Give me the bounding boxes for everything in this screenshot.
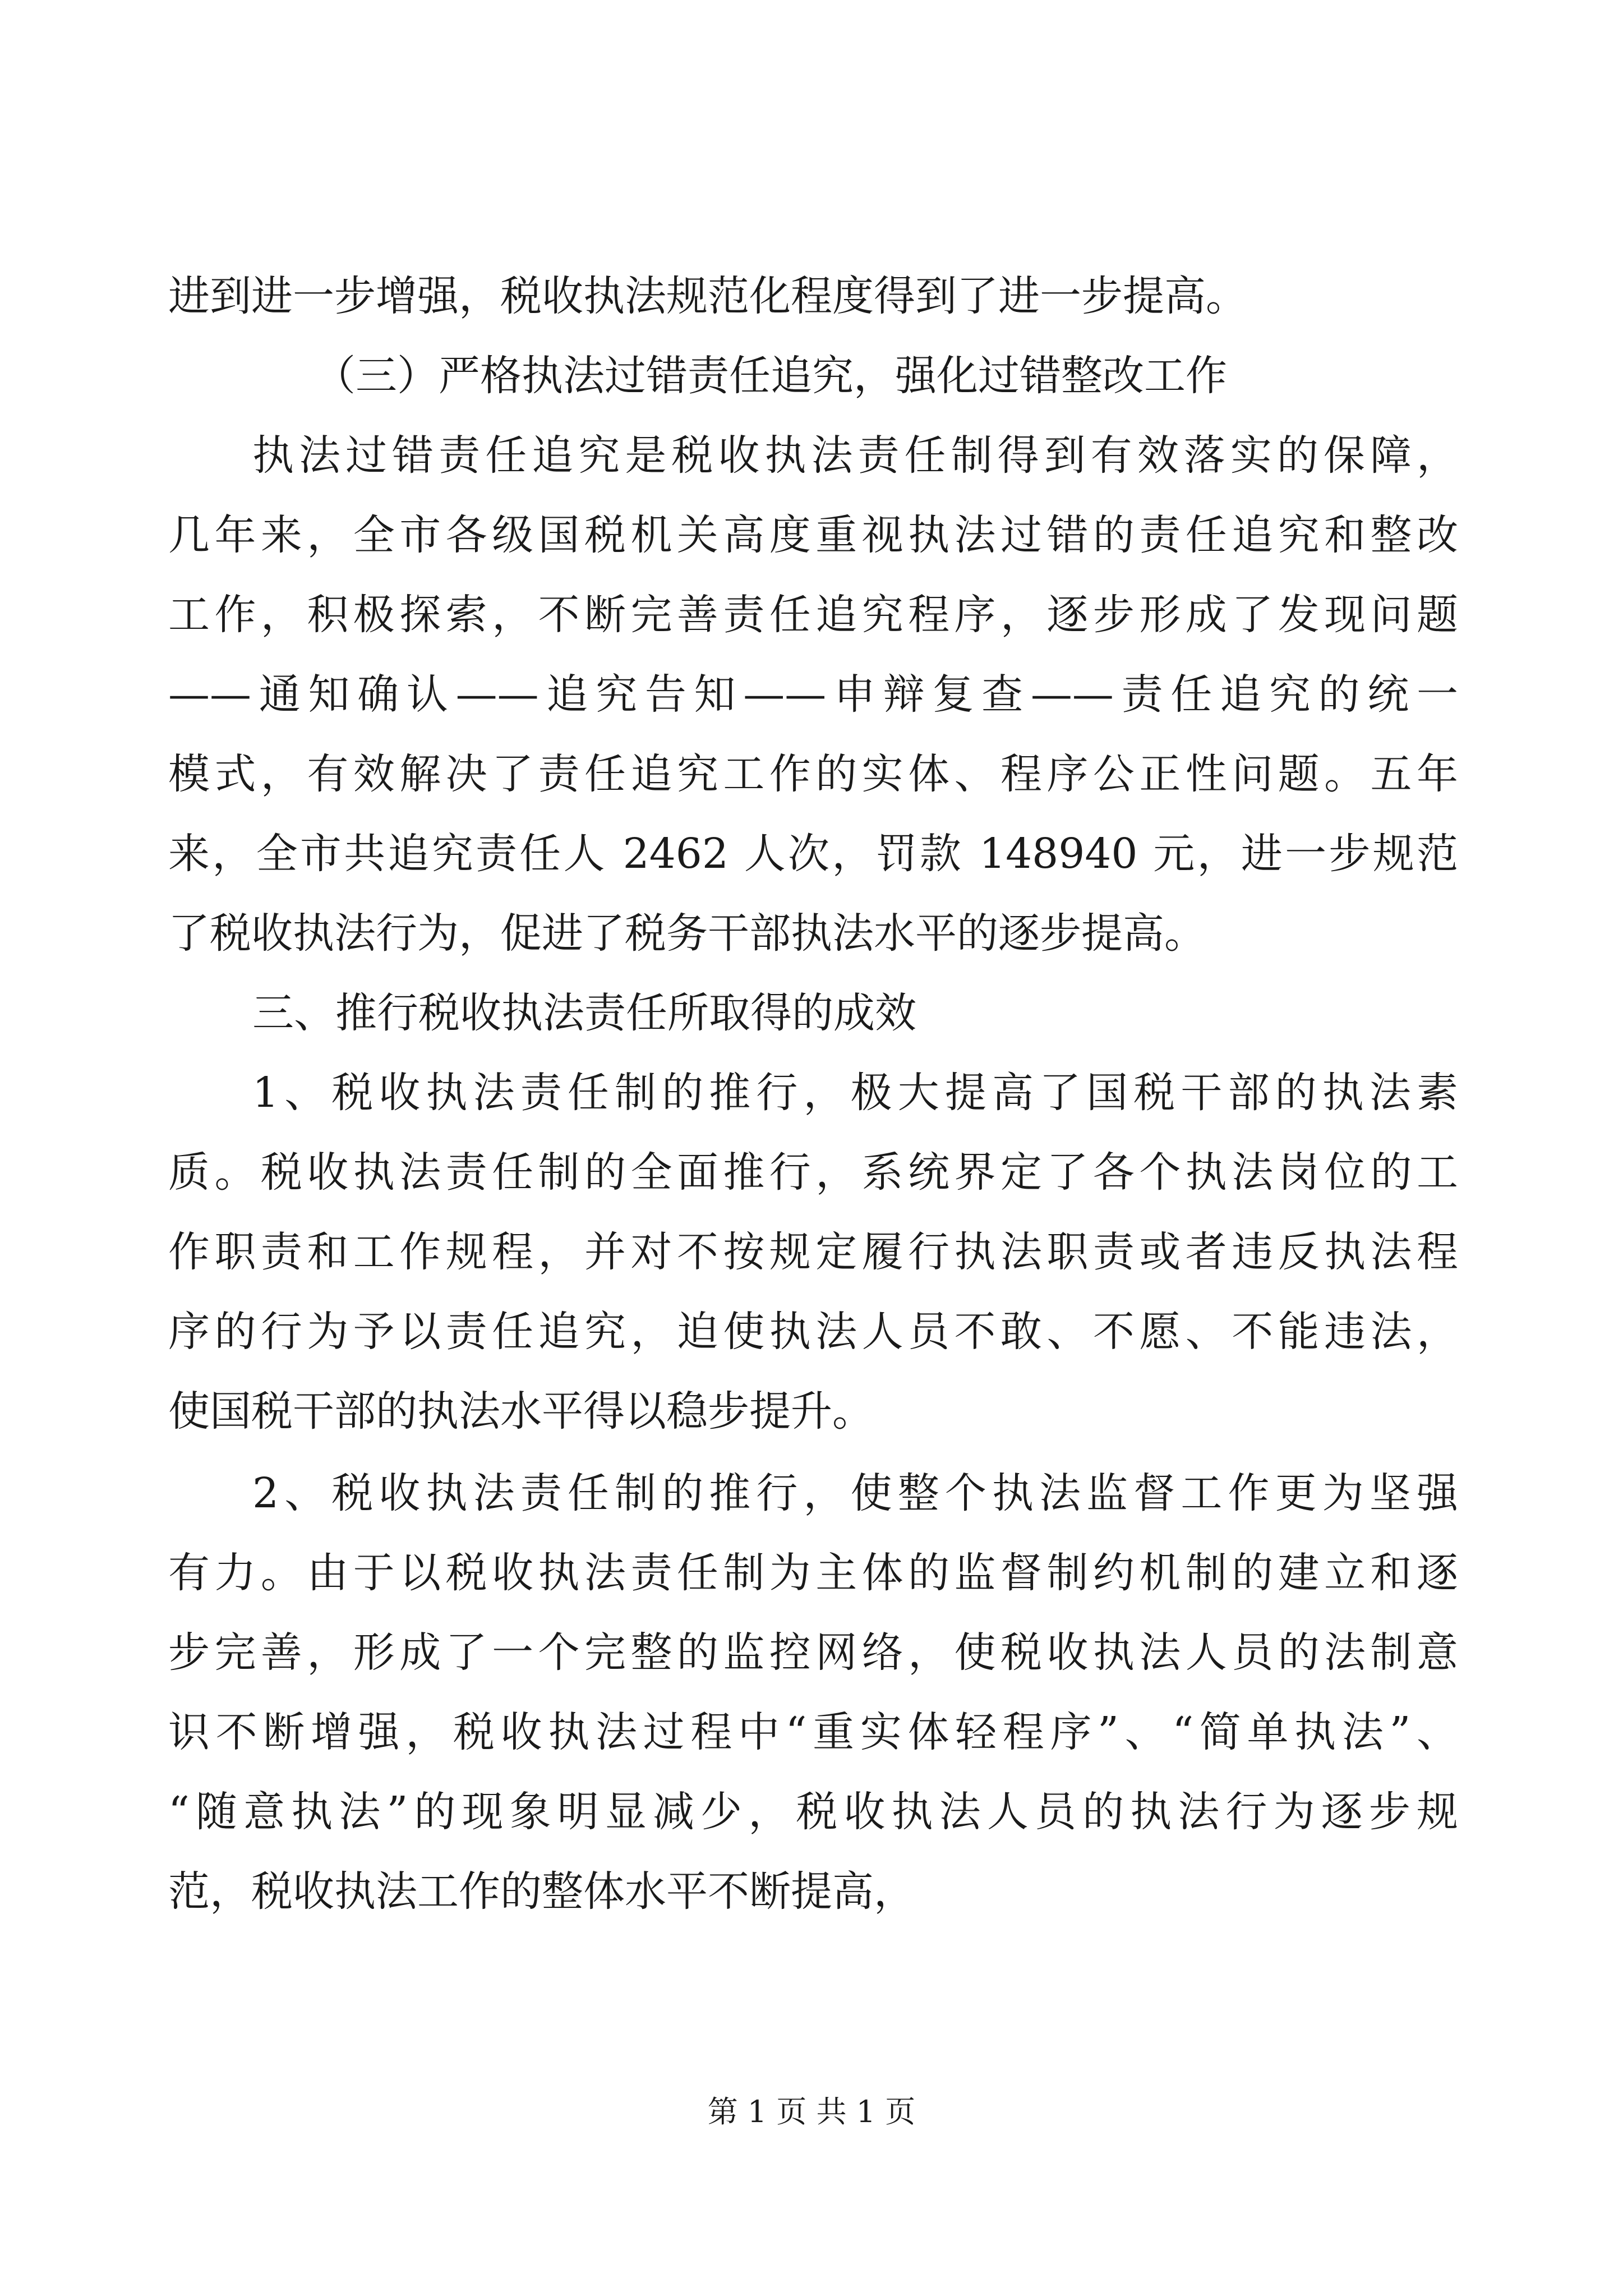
text-line: 来，全市共追究责任人 2462 人次，罚款 148940 元，进一步规范 (168, 830, 1458, 878)
text-line: 作职责和工作规程，并对不按规定履行执法职责或者违反执法程 (168, 1228, 1458, 1276)
text-line: 进到进一步增强，税收执法规范化程度得到了进一步提高。 (168, 272, 1247, 320)
text-line: 执法过错责任追究是税收执法责任制得到有效落实的保障， (252, 431, 1458, 480)
text-line: 2、税收执法责任制的推行，使整个执法监督工作更为坚强 (252, 1469, 1458, 1517)
text-line: 识不断增强，税收执法过程中“重实体轻程序”、“简单执法”、 (168, 1708, 1458, 1756)
text-line: ——通知确认——追究告知——申辩复查——责任追究的统一 (168, 670, 1458, 719)
text-line: 有力。由于以税收执法责任制为主体的监督制约机制的建立和逐 (168, 1549, 1458, 1597)
section-heading: 三、推行税收执法责任所取得的成效 (252, 989, 916, 1037)
text-line: 模式，有效解决了责任追究工作的实体、程序公正性问题。五年 (168, 750, 1458, 798)
section-heading: （三）严格执法过错责任追究，强化过错整改工作 (314, 352, 1227, 400)
text-line: 1、税收执法责任制的推行，极大提高了国税干部的执法素 (252, 1069, 1458, 1117)
text-line: 范，税收执法工作的整体水平不断提高， (168, 1867, 915, 1916)
text-line: 几年来，全市各级国税机关高度重视执法过错的责任追究和整改 (168, 511, 1458, 559)
text-line: 序的行为予以责任追究，迫使执法人员不敢、不愿、不能违法， (168, 1308, 1458, 1356)
text-line: 了税收执法行为，促进了税务干部执法水平的逐步提高。 (168, 909, 1206, 958)
page-number-footer: 第 1 页 共 1 页 (707, 2094, 916, 2129)
text-line: 使国税干部的执法水平得以稳步提升。 (168, 1387, 874, 1435)
text-line: 工作，积极探索，不断完善责任追究程序，逐步形成了发现问题 (168, 591, 1458, 639)
text-line: 质。税收执法责任制的全面推行，系统界定了各个执法岗位的工 (168, 1148, 1458, 1197)
text-line: “随意执法”的现象明显减少，税收执法人员的执法行为逐步规 (168, 1788, 1458, 1836)
text-line: 步完善，形成了一个完整的监控网络，使税收执法人员的法制意 (168, 1628, 1458, 1677)
